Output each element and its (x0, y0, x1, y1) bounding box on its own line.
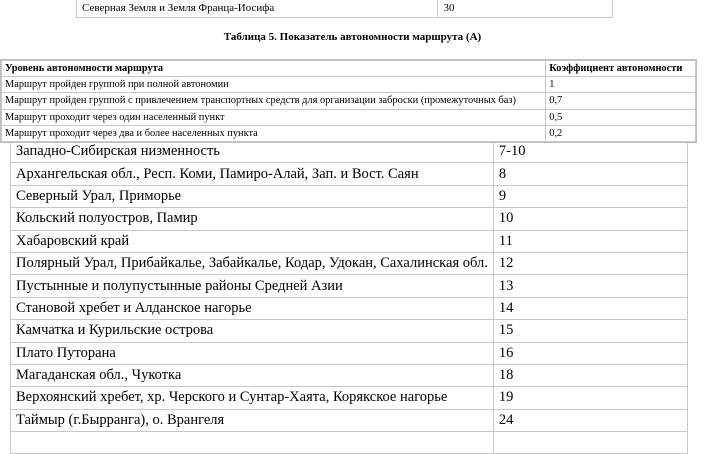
header-coefficient: Коэффициент автономности (546, 61, 696, 77)
label-cell: Маршрут проходит через два и более населенных пункта (2, 125, 546, 141)
region-coefficient-table (10, 140, 688, 454)
table-header-row (2, 61, 696, 77)
table-row (11, 252, 688, 274)
coefficient-cell: 15 (493, 320, 687, 342)
coefficient-cell: 0,5 (546, 109, 696, 125)
label-cell: Магаданская обл., Чукотка (11, 364, 494, 386)
value-cell: 30 (438, 0, 613, 18)
label-cell: Пустынные и полупустынные районы Средней Азии (11, 275, 494, 297)
table-row (11, 432, 688, 454)
label-cell: Северный Урал, Приморье (11, 185, 494, 207)
autonomy-table (1, 60, 696, 142)
table-row (11, 320, 688, 342)
coefficient-cell: 18 (493, 364, 687, 386)
table-row (11, 275, 688, 297)
coefficient-cell: 9 (493, 185, 687, 207)
coefficient-cell: 0,2 (546, 125, 696, 141)
coefficient-cell: 24 (493, 409, 687, 431)
label-cell: Кольский полуостров, Памир (11, 208, 494, 230)
table-row (11, 208, 688, 230)
table-caption: Таблица 5. Показатель автономности маршрута (А) (223, 31, 482, 43)
table-row (11, 364, 688, 386)
table-row (11, 185, 688, 207)
coefficient-cell: 11 (493, 230, 687, 252)
autonomy-table-container (0, 59, 697, 143)
table-row (2, 125, 696, 141)
coefficient-cell: 8 (493, 163, 687, 185)
label-cell: Плато Путорана (11, 342, 494, 364)
header-level: Уровень автономности маршрута (2, 61, 546, 77)
label-cell: Маршрут пройден группой при полной автономии (2, 77, 546, 93)
coefficient-cell: 1 (546, 77, 696, 93)
region-cell: Северная Земля и Земля Франца-Иосифа (77, 0, 438, 18)
region-table-body (11, 141, 688, 454)
label-cell: Верхоянский хребет, хр. Черского и Сунтар-Хаята, Корякское нагорье (11, 387, 494, 409)
table-row (2, 109, 696, 125)
table-row (11, 409, 688, 431)
coefficient-cell (493, 432, 687, 454)
table-row (2, 93, 696, 109)
coefficient-cell: 12 (493, 252, 687, 274)
table-row (11, 230, 688, 252)
coefficient-cell: 7-10 (493, 141, 687, 163)
table-row (11, 297, 688, 319)
table-row (11, 387, 688, 409)
label-cell: Камчатка и Курильские острова (11, 320, 494, 342)
table-row (11, 141, 688, 163)
table-row (11, 163, 688, 185)
coefficient-cell: 19 (493, 387, 687, 409)
table-row (77, 0, 613, 18)
label-cell: Западно-Сибирская низменность (11, 141, 494, 163)
table-row (2, 77, 696, 93)
autonomy-table-body (2, 77, 696, 142)
coefficient-cell: 13 (493, 275, 687, 297)
coefficient-cell: 16 (493, 342, 687, 364)
label-cell: Маршрут пройден группой с привлечением транспортных средств для организации заброски (промежуточных баз) (2, 93, 546, 109)
label-cell: Архангельская обл., Респ. Коми, Памиро-Алай, Зап. и Вост. Саян (11, 163, 494, 185)
coefficient-cell: 10 (493, 208, 687, 230)
top-fragment-table (76, 0, 613, 18)
table-row (11, 342, 688, 364)
label-cell: Становой хребет и Алданское нагорье (11, 297, 494, 319)
label-cell (11, 432, 494, 454)
coefficient-cell: 0,7 (546, 93, 696, 109)
label-cell: Полярный Урал, Прибайкалье, Забайкалье, Кодар, Удокан, Сахалинская обл. (11, 252, 494, 274)
label-cell: Маршрут проходит через один населенный пункт (2, 109, 546, 125)
label-cell: Хабаровский край (11, 230, 494, 252)
label-cell: Таймыр (г.Бырранга), о. Врангеля (11, 409, 494, 431)
coefficient-cell: 14 (493, 297, 687, 319)
